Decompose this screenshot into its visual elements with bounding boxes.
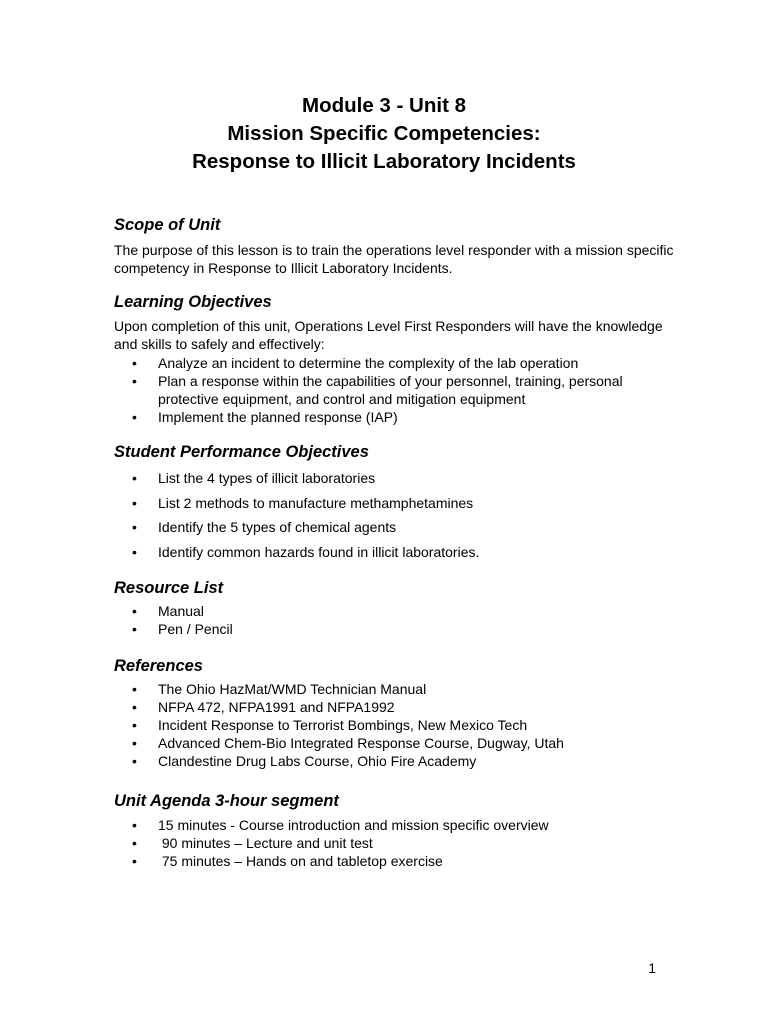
list-item: • NFPA 472, NFPA1991 and NFPA1992 [114,698,674,716]
learning-objectives-intro: Upon completion of this unit, Operations Level First Responders will have the knowledge and skills to safely and effectively: [114,318,663,352]
list-item: • Plan a response within the capabilities of your personnel, training, personal protective equipment, and control and mitigation equipment [114,372,674,408]
resource-list [114,602,674,638]
page-number: 1 [648,960,656,976]
references-list [114,680,674,770]
student-performance-heading: Student Performance Objectives [114,443,369,461]
learning-objectives-heading: Learning Objectives [114,293,272,311]
references-heading: References [114,657,203,675]
list-item: • Identify common hazards found in illicit laboratories. [114,543,674,561]
title-line-1: Module 3 - Unit 8 [302,94,466,117]
agenda-section [114,790,674,870]
scope-section [114,214,674,277]
learning-objectives-section [114,291,674,426]
resource-list-section [114,577,674,638]
list-item: • The Ohio HazMat/WMD Technician Manual [114,680,674,698]
list-item: • Clandestine Drug Labs Course, Ohio Fire Academy [114,752,674,770]
list-item: • Identify the 5 types of chemical agents [114,518,674,536]
agenda-list [114,816,674,870]
list-item: • Incident Response to Terrorist Bombings, New Mexico Tech [114,716,674,734]
list-item: • List the 4 types of illicit laboratories [114,469,674,487]
list-item: • 75 minutes – Hands on and tabletop exercise [114,852,674,870]
agenda-heading: Unit Agenda 3-hour segment [114,792,339,810]
learning-objectives-list [114,354,674,426]
list-item: • Analyze an incident to determine the complexity of the lab operation [114,354,674,372]
student-performance-list [114,469,674,561]
title-line-3: Response to Illicit Laboratory Incidents [192,150,576,173]
student-performance-section [114,441,674,567]
scope-heading: Scope of Unit [114,216,221,234]
list-item: • Manual [114,602,674,620]
list-item: • Implement the planned response (IAP) [114,408,674,426]
scope-text: The purpose of this lesson is to train the operations level responder with a mission specific competency in Response to Illicit Laboratory Incidents. [114,242,674,276]
document-title [0,92,768,176]
list-item: • Pen / Pencil [114,620,674,638]
references-section [114,655,674,770]
list-item: • Advanced Chem-Bio Integrated Response Course, Dugway, Utah [114,734,674,752]
title-line-2: Mission Specific Competencies: [227,122,541,145]
list-item: • 15 minutes - Course introduction and mission specific overview [114,816,674,834]
resource-list-heading: Resource List [114,579,224,597]
list-item: • 90 minutes – Lecture and unit test [114,834,674,852]
list-item: • List 2 methods to manufacture methamphetamines [114,494,674,512]
